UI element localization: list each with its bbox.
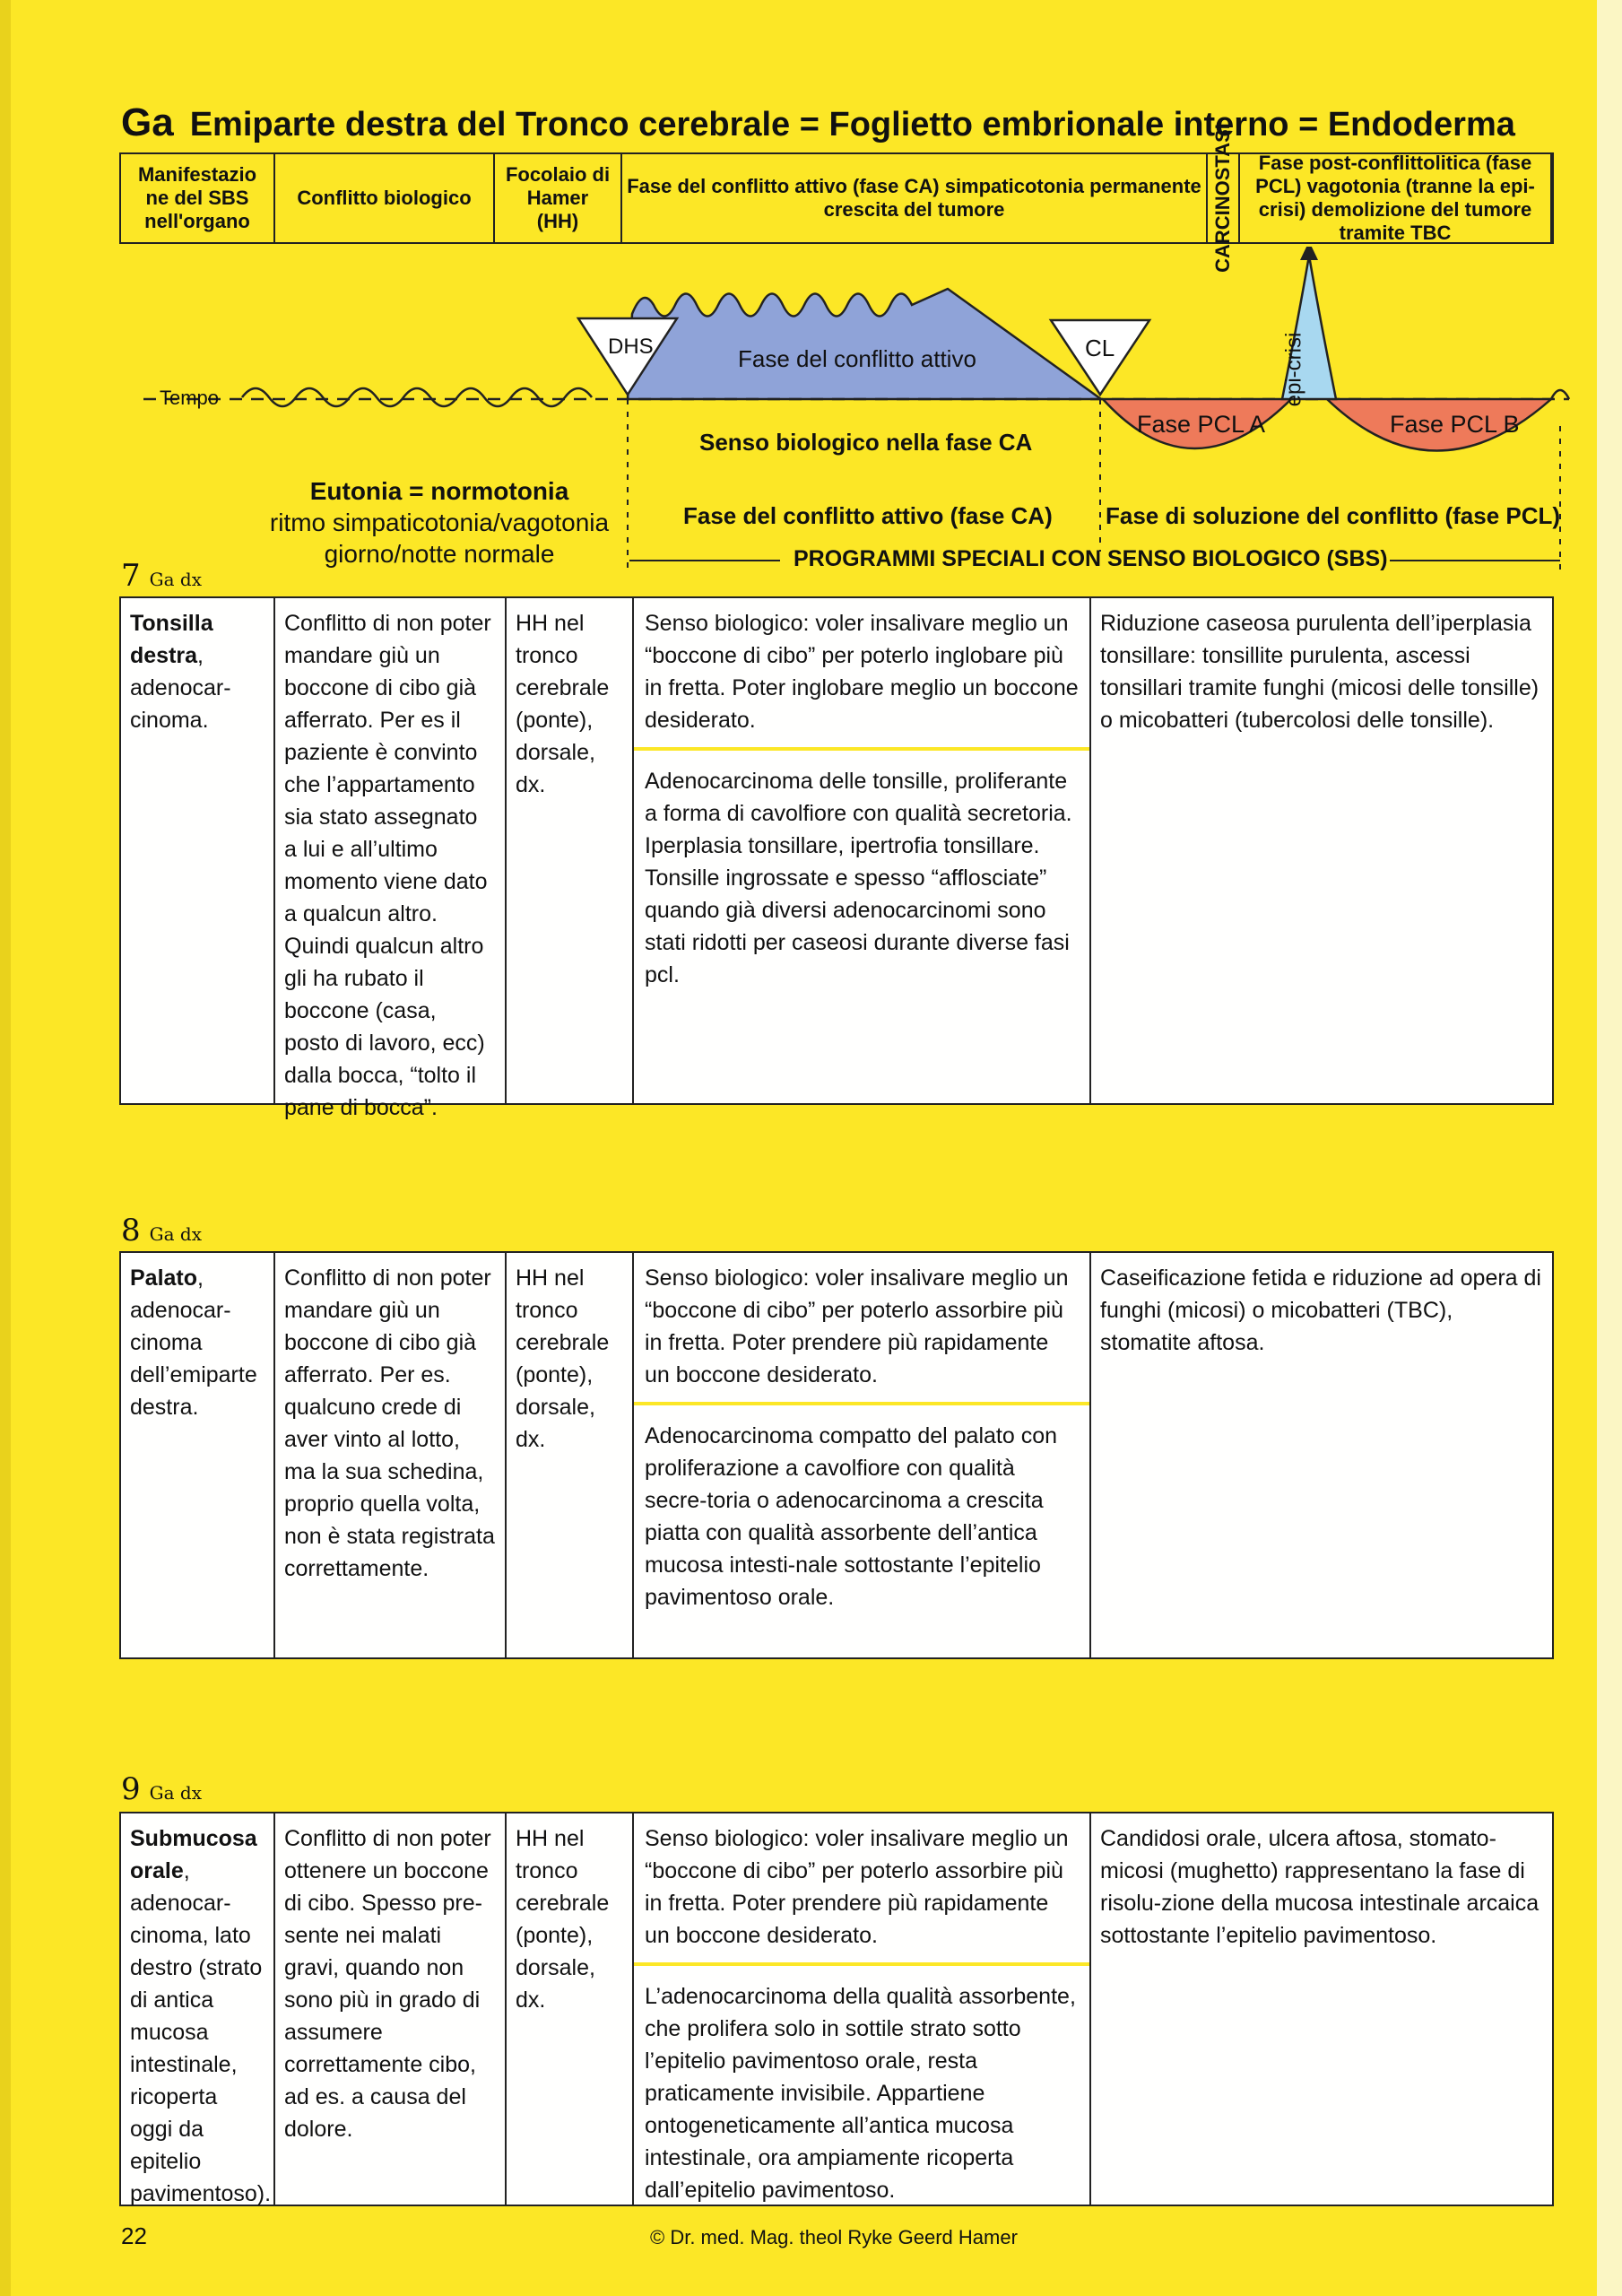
organ-cell: Palato, adenocar-cinoma dell’emiparte destra. [121,1253,275,1657]
cell-separator [634,1962,1089,1966]
pcl-phase-cell: Riduzione caseosa purulenta dell’iperplasia tonsillare: tonsillite purulenta, ascessi tonsillari tramite funghi (micosi delle tonsille) o micobatteri (tubercolosi delle tonsille). [1100,611,1540,733]
section-number: 9 Ga dx [121,1771,202,1807]
conflict-cell: Conflitto di non poter ottenere un boccone di cibo. Spesso pre-sente nei malati gravi, quando non sono più in grado di assumere correttamente cibo, ad es. a causa del dolore. [275,1813,507,2205]
tail-wave [1551,390,1569,399]
hamer-cell: HH nel tronco cerebrale (ponte), dorsale, dx. [507,598,634,1103]
copyright: © Dr. med. Mag. theol Ryke Geerd Hamer [650,2226,1018,2248]
organ-cell: Tonsilla destra, adenocar-cinoma. [121,598,275,1103]
phase-diagram [117,247,1587,623]
tempo-label: Tempo [160,387,220,409]
section-number: 8 Ga dx [121,1213,202,1248]
title-text: Emiparte destra del Tronco cerebrale = Foglietto embrionale interno = Endoderma [189,106,1515,144]
sbs-label: PROGRAMMI SPECIALI CON SENSO BIOLOGICO (SBS) [794,546,1388,571]
active-phase-area [628,289,1101,399]
pcl-a-label: Fase PCL A [1137,411,1266,438]
eutonia-title: Eutonia = normotonia [309,477,569,505]
conflict-cell: Conflitto di non poter mandare giù un boccone di cibo già afferrato. Per es il paziente è convinto che l’appartamento sia stato assegnato a lui e all’ultimo momento viene dato a qualcun altro. Quindi qualcun altro gli ha rubato il boccone (casa, posto di lavoro, ecc) dalla bocca, “tolto il pane di bocca”. [275,598,507,1103]
page-number: 22 [121,2222,147,2249]
page-edge-right [1597,0,1622,2296]
dhs-label: DHS [608,335,654,359]
pcl-b-label: Fase PCL B [1390,411,1520,438]
page-title [121,100,1515,145]
header-conflict: Conflitto biologico [275,154,495,242]
eutonia-wave [242,388,592,406]
section-number: 7 Ga dx [121,558,202,594]
table-row [119,1812,1554,2206]
header-ca-phase: Fase del conflitto attivo (fase CA) simpaticotonia permanente crescita del tumore [622,154,1208,242]
active-phase-label: Fase del conflitto attivo [738,345,976,372]
table-row [119,596,1554,1120]
ca-phase-cell: Senso biologico: voler insalivare meglio un “boccone di cibo” per poterlo assorbire più in fretta. Poter prendere più rapidamente un boccone desiderato. Adenocarcinoma compatto del palato con proliferazione a cavolfiore con qualità secre-toria o adenocarcinoma a crescita piatta con qualità assorbente dell’antica mucosa intesti-nale sottostante l’epitelio pavimentoso orale. [634,1253,1091,1657]
cell-separator [634,1402,1089,1405]
header-pcl-phase: Fase post-conflittolitica (fase PCL) vagotonia (tranne la epi-crisi) demolizione del tumore tramite TBC [1240,154,1552,242]
organ-cell: Submucosa orale, adenocar-cinoma, lato destro (strato di antica mucosa intestinale, ricoperta oggi da epitelio pavimentoso). [121,1813,275,2205]
header-hamer: Focolaio di Hamer (HH) [495,154,622,242]
page-edge-left [0,0,11,2296]
ca-phase-cell: Senso biologico: voler insalivare meglio un “boccone di cibo” per poterlo assorbire più in fretta. Poter prendere più rapidamente un boccone desiderato. L’adenocarcinoma della qualità assorbente, che prolifera solo in sottile strato sotto l’epitelio pavimentoso orale, resta praticamente invisibile. Appartiene ontogeneticamente all’antica mucosa intestinale, ora ampiamente ricoperta dall’epitelio pavimentoso. [634,1813,1091,2205]
pcl-phase-cell: Caseificazione fetida e riduzione ad opera di funghi (micosi) o micobatteri (TBC), stomatite aftosa. [1100,1265,1541,1355]
cl-label: CL [1085,335,1115,361]
table-row [119,1251,1554,1659]
header-carcinostasi: CARCINOSTASI [1208,154,1240,242]
conflict-cell: Conflitto di non poter mandare giù un boccone di cibo già afferrato. Per es. qualcuno crede di aver vinto al lotto, ma la sua schedina, proprio quella volta, non è stata registrata correttamente. [275,1253,507,1657]
pcl-phase-label: Fase di soluzione del conflitto (fase PCL) [1106,502,1561,529]
ca-phase-cell: Senso biologico: voler insalivare meglio un “boccone di cibo” per poterlo inglobare più in fretta. Poter inglobare meglio un boccone desiderato. Adenocarcinoma delle tonsille, proliferante a forma di cavolfiore con qualità secretoria. Iperplasia tonsillare, ipertrofia tonsillare. Tonsille ingrossate e spesso “afflosciate” quando già diversi adenocarcinomi sono stati ridotti per caseosi durante diverse fasi pcl. [634,598,1091,1103]
hamer-cell: HH nel tronco cerebrale (ponte), dorsale, dx. [507,1253,634,1657]
header-organ: Manifestazio ne del SBS nell'organo [121,154,275,242]
eutonia-block [251,475,628,570]
senso-label: Senso biologico nella fase CA [699,429,1033,456]
epi-crisis-label: epi-crisi [1281,332,1306,407]
title-code: Ga [121,100,174,144]
eutonia-text: ritmo simpaticotonia/vagotonia giorno/notte normale [269,509,610,568]
cell-separator [634,747,1089,751]
hamer-cell: HH nel tronco cerebrale (ponte), dorsale, dx. [507,1813,634,2205]
ca-phase-label: Fase del conflitto attivo (fase CA) [683,502,1053,529]
pcl-phase-cell: Candidosi orale, ulcera aftosa, stomato-micosi (mughetto) rappresentano la fase di risolu-zione della mucosa intestinale arcaica sottostante l’epitelio pavimentoso. [1100,1826,1540,1948]
